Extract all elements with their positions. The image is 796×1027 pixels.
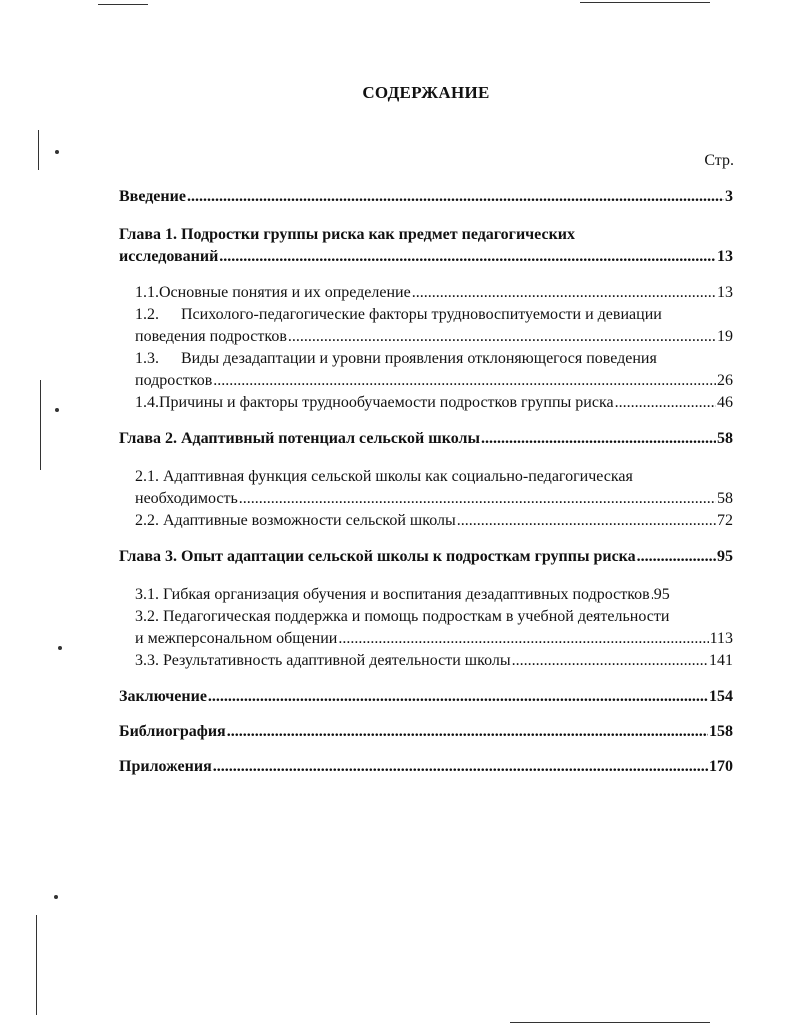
section-title: Адаптивные возможности сельской школы (163, 512, 456, 529)
dot-leader (615, 392, 716, 414)
section-number: 2.2. (135, 512, 159, 529)
toc-entry-page: 58 (717, 430, 733, 447)
toc-entry-chapter-3 (119, 546, 733, 568)
section-title: Результативность адаптивной деятельности школы (163, 652, 511, 669)
scan-dot-2 (55, 408, 59, 412)
dot-leader (412, 282, 716, 304)
dot-leader (457, 510, 716, 532)
dot-leader (637, 546, 716, 568)
section-title: необходимость (135, 490, 238, 507)
section-number: 3.2. (135, 608, 159, 625)
toc-entry-chapter-2 (119, 428, 733, 450)
toc-entry-label: Приложения (119, 758, 212, 775)
chapter-2-sections (119, 466, 733, 532)
scan-mark-bottom (510, 1022, 710, 1023)
dot-leader (213, 370, 716, 392)
toc-section-1-3 (135, 348, 733, 392)
toc-entry-page: 170 (709, 758, 733, 775)
toc-entry-page: 3 (725, 188, 733, 205)
chapter-1-sections (119, 282, 733, 414)
scan-mark-top (98, 4, 148, 5)
dot-leader (512, 650, 708, 672)
scan-dot-3 (58, 646, 62, 650)
scan-dot-4 (54, 895, 58, 899)
section-page: 46 (717, 394, 733, 411)
chapter-3-sections (119, 584, 733, 672)
section-page: 113 (709, 630, 733, 647)
table-of-contents (119, 186, 733, 794)
page-column-label: Стр. (704, 152, 734, 169)
section-title-line1: Педагогическая поддержка и помощь подросткам в учебной деятельности (163, 608, 670, 625)
section-title-line1: Адаптивная функция сельской школы как социально-педагогическая (163, 468, 633, 485)
section-title: Гибкая организация обучения и воспитания дезадаптивных подростков (163, 586, 650, 603)
section-page: 19 (717, 328, 733, 345)
toc-entry-label: Глава 3. Опыт адаптации сельской школы к подросткам группы риска (119, 548, 636, 565)
dot-leader (338, 628, 708, 650)
section-title: Причины и факторы труднообучаемости подростков группы риска (159, 394, 614, 411)
section-number: 3.3. (135, 652, 159, 669)
section-page: 58 (717, 490, 733, 507)
toc-section-1-4 (135, 392, 733, 414)
toc-entry-introduction (119, 186, 733, 208)
section-number: 1.3. (135, 350, 159, 367)
section-page: 72 (717, 512, 733, 529)
section-page: 95 (653, 586, 670, 603)
toc-entry-appendices (119, 756, 733, 778)
section-number: 1.2. (135, 306, 159, 323)
toc-section-2-1 (135, 466, 733, 510)
dot-leader (219, 246, 716, 268)
dot-leader (288, 326, 716, 348)
page-title: СОДЕРЖАНИЕ (362, 83, 490, 102)
section-title: и межперсональном общении (135, 630, 338, 647)
section-number: 1.1. (135, 284, 159, 301)
toc-entry-label: исследований (119, 248, 219, 265)
toc-entry-label: Библиография (119, 723, 226, 740)
scan-mark-left-2 (40, 380, 41, 470)
scan-mark-left-1 (38, 130, 39, 170)
toc-entry-page: 95 (717, 548, 733, 565)
section-page: 13 (717, 284, 733, 301)
section-title: поведения подростков (135, 328, 287, 345)
dot-leader (239, 488, 716, 510)
toc-entry-page: 154 (709, 688, 733, 705)
toc-entry-conclusion (119, 686, 733, 708)
toc-section-3-3 (135, 650, 733, 672)
toc-entry-label: Заключение (119, 688, 207, 705)
section-number: 1.4. (135, 394, 159, 411)
toc-section-1-2 (135, 304, 733, 348)
section-title: подростков (135, 372, 213, 389)
toc-entry-bibliography (119, 721, 733, 743)
toc-section-3-1 (135, 584, 733, 606)
toc-section-3-2 (135, 606, 733, 650)
section-page: 26 (717, 372, 733, 389)
section-title-line1: Психолого-педагогические факторы трудновоспитуемости и девиации (181, 306, 662, 323)
dot-leader (208, 686, 708, 708)
scan-mark-top-right (580, 2, 710, 3)
toc-entry-label: Введение (119, 188, 186, 205)
section-number: 2.1. (135, 468, 159, 485)
dot-leader (651, 584, 653, 606)
dot-leader (213, 756, 708, 778)
dot-leader (227, 721, 708, 743)
toc-entry-chapter-1 (119, 224, 733, 268)
toc-entry-label-line1: Глава 1. Подростки группы риска как предмет педагогических (119, 226, 576, 243)
section-title: Основные понятия и их определение (159, 284, 411, 301)
section-page: 141 (709, 652, 733, 669)
dot-leader (481, 428, 716, 450)
scan-dot-1 (55, 150, 59, 154)
scan-mark-left-3 (36, 915, 37, 1015)
section-title-line1: Виды дезадаптации и уровни проявления отклоняющегося поведения (181, 350, 657, 367)
toc-entry-page: 158 (709, 723, 733, 740)
toc-section-1-1 (135, 282, 733, 304)
toc-section-2-2 (135, 510, 733, 532)
toc-entry-label: Глава 2. Адаптивный потенциал сельской школы (119, 430, 480, 447)
section-number: 3.1. (135, 586, 159, 603)
dot-leader (187, 186, 724, 208)
toc-entry-page: 13 (717, 248, 733, 265)
